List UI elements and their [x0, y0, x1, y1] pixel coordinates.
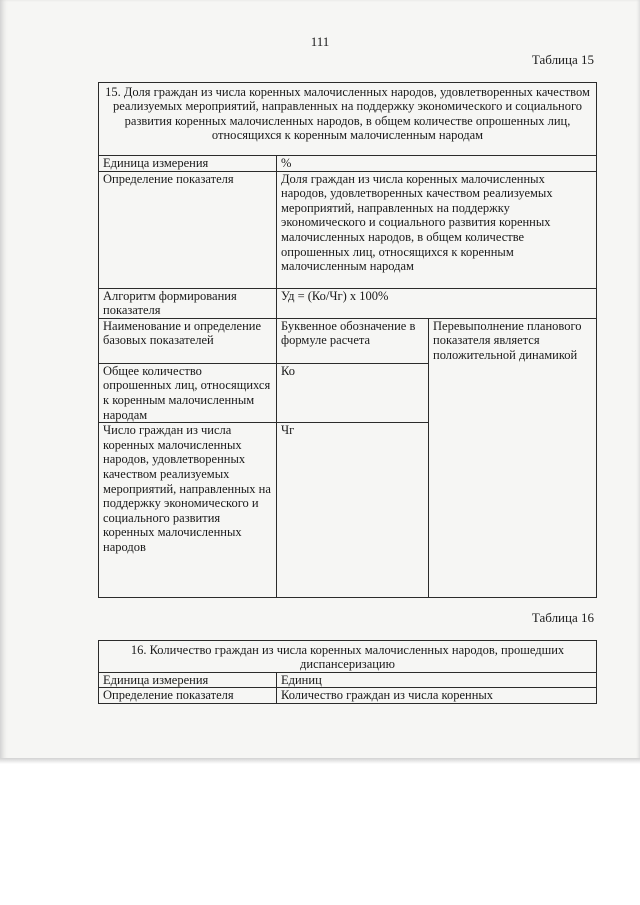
table-row [99, 688, 597, 704]
table-16-title-row [99, 641, 597, 673]
definition-value: Количество граждан из числа коренных [277, 688, 597, 704]
table-15 [98, 82, 597, 598]
page-number: 111 [310, 34, 330, 49]
base-row-name: Число граждан из числа коренных малочисленных народов, удовлетворенных качеством реализуемых мероприятий, направленных на поддержку экономического и социального развития коренных малочисленных народов [99, 423, 277, 598]
unit-label: Единица измерения [99, 156, 277, 172]
definition-label: Определение показателя [99, 171, 277, 288]
base-header-symbol: Буквенное обозначение в формуле расчета [277, 318, 429, 363]
table-row [99, 288, 597, 318]
table-15-title-row [99, 83, 597, 156]
table-row [99, 156, 597, 172]
table-16 [98, 640, 597, 704]
table-15-title: 15. Доля граждан из числа коренных малочисленных народов, удовлетворенных качеством реализуемых мероприятий, направленных на поддержку экономического и социального развития коренных малочисленных народов, в общем количестве опрошенных лиц, относящихся к коренным малочисленным народам [99, 83, 597, 156]
base-row-symbol: Ко [277, 363, 429, 422]
table-row [99, 171, 597, 288]
base-row-symbol: Чг [277, 423, 429, 598]
definition-label: Определение показателя [99, 688, 277, 704]
base-row-name: Общее количество опрошенных лиц, относящихся к коренным малочисленным народам [99, 363, 277, 422]
unit-value: Единиц [277, 672, 597, 688]
table-row [99, 672, 597, 688]
base-header-label: Наименование и определение базовых показателей [99, 318, 277, 363]
algorithm-value: Уд = (Ко/Чг) х 100% [277, 288, 597, 318]
table-16-caption: Таблица 16 [531, 610, 594, 625]
algorithm-label: Алгоритм формирования показателя [99, 288, 277, 318]
unit-value: % [277, 156, 597, 172]
scan-edge [0, 758, 640, 764]
definition-value: Доля граждан из числа коренных малочисленных народов, удовлетворенных качеством реализуемых мероприятий, направленных на поддержку экономического и социального развития коренных малочисленных народов, в общем количестве опрошенных лиц, относящихся к коренным малочисленным народам [277, 171, 597, 288]
table-15-caption: Таблица 15 [531, 52, 594, 67]
table-row [99, 318, 597, 363]
note-cell: Перевыполнение планового показателя является положительной динамикой [429, 318, 597, 597]
unit-label: Единица измерения [99, 672, 277, 688]
table-16-title: 16. Количество граждан из числа коренных малочисленных народов, прошедших диспансеризацию [99, 641, 597, 673]
